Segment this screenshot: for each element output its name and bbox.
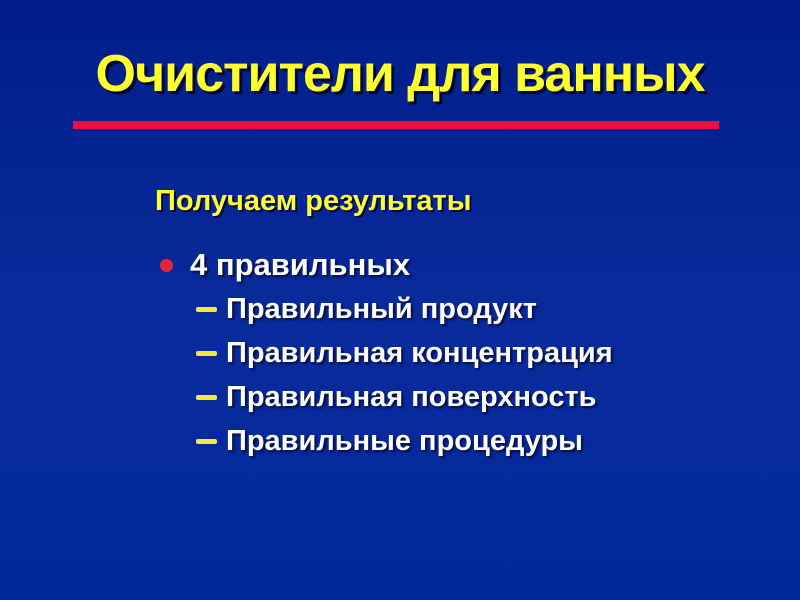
title-divider-line [73,121,719,129]
bullet-item-label: 4 правильных [190,247,411,282]
dash-icon [196,307,217,312]
sub-bullet-label: Правильная концентрация [226,336,613,369]
bullet-dot-icon [160,259,173,272]
sub-bullet-item [160,375,760,419]
slide-title: Очистители для ванных [95,45,705,103]
sub-bullet-label: Правильный продукт [226,292,537,325]
bullet-list [160,243,760,463]
bullet-item-main [160,243,760,287]
sub-bullet-item [160,331,760,375]
sub-bullet-item [160,419,760,463]
sub-bullet-label: Правильные процедуры [226,424,583,457]
dash-icon [196,439,217,444]
sub-bullet-item [160,287,760,331]
dash-icon [196,351,217,356]
dash-icon [196,395,217,400]
section-heading: Получаем результаты [155,185,472,217]
sub-bullet-label: Правильная поверхность [226,380,597,413]
